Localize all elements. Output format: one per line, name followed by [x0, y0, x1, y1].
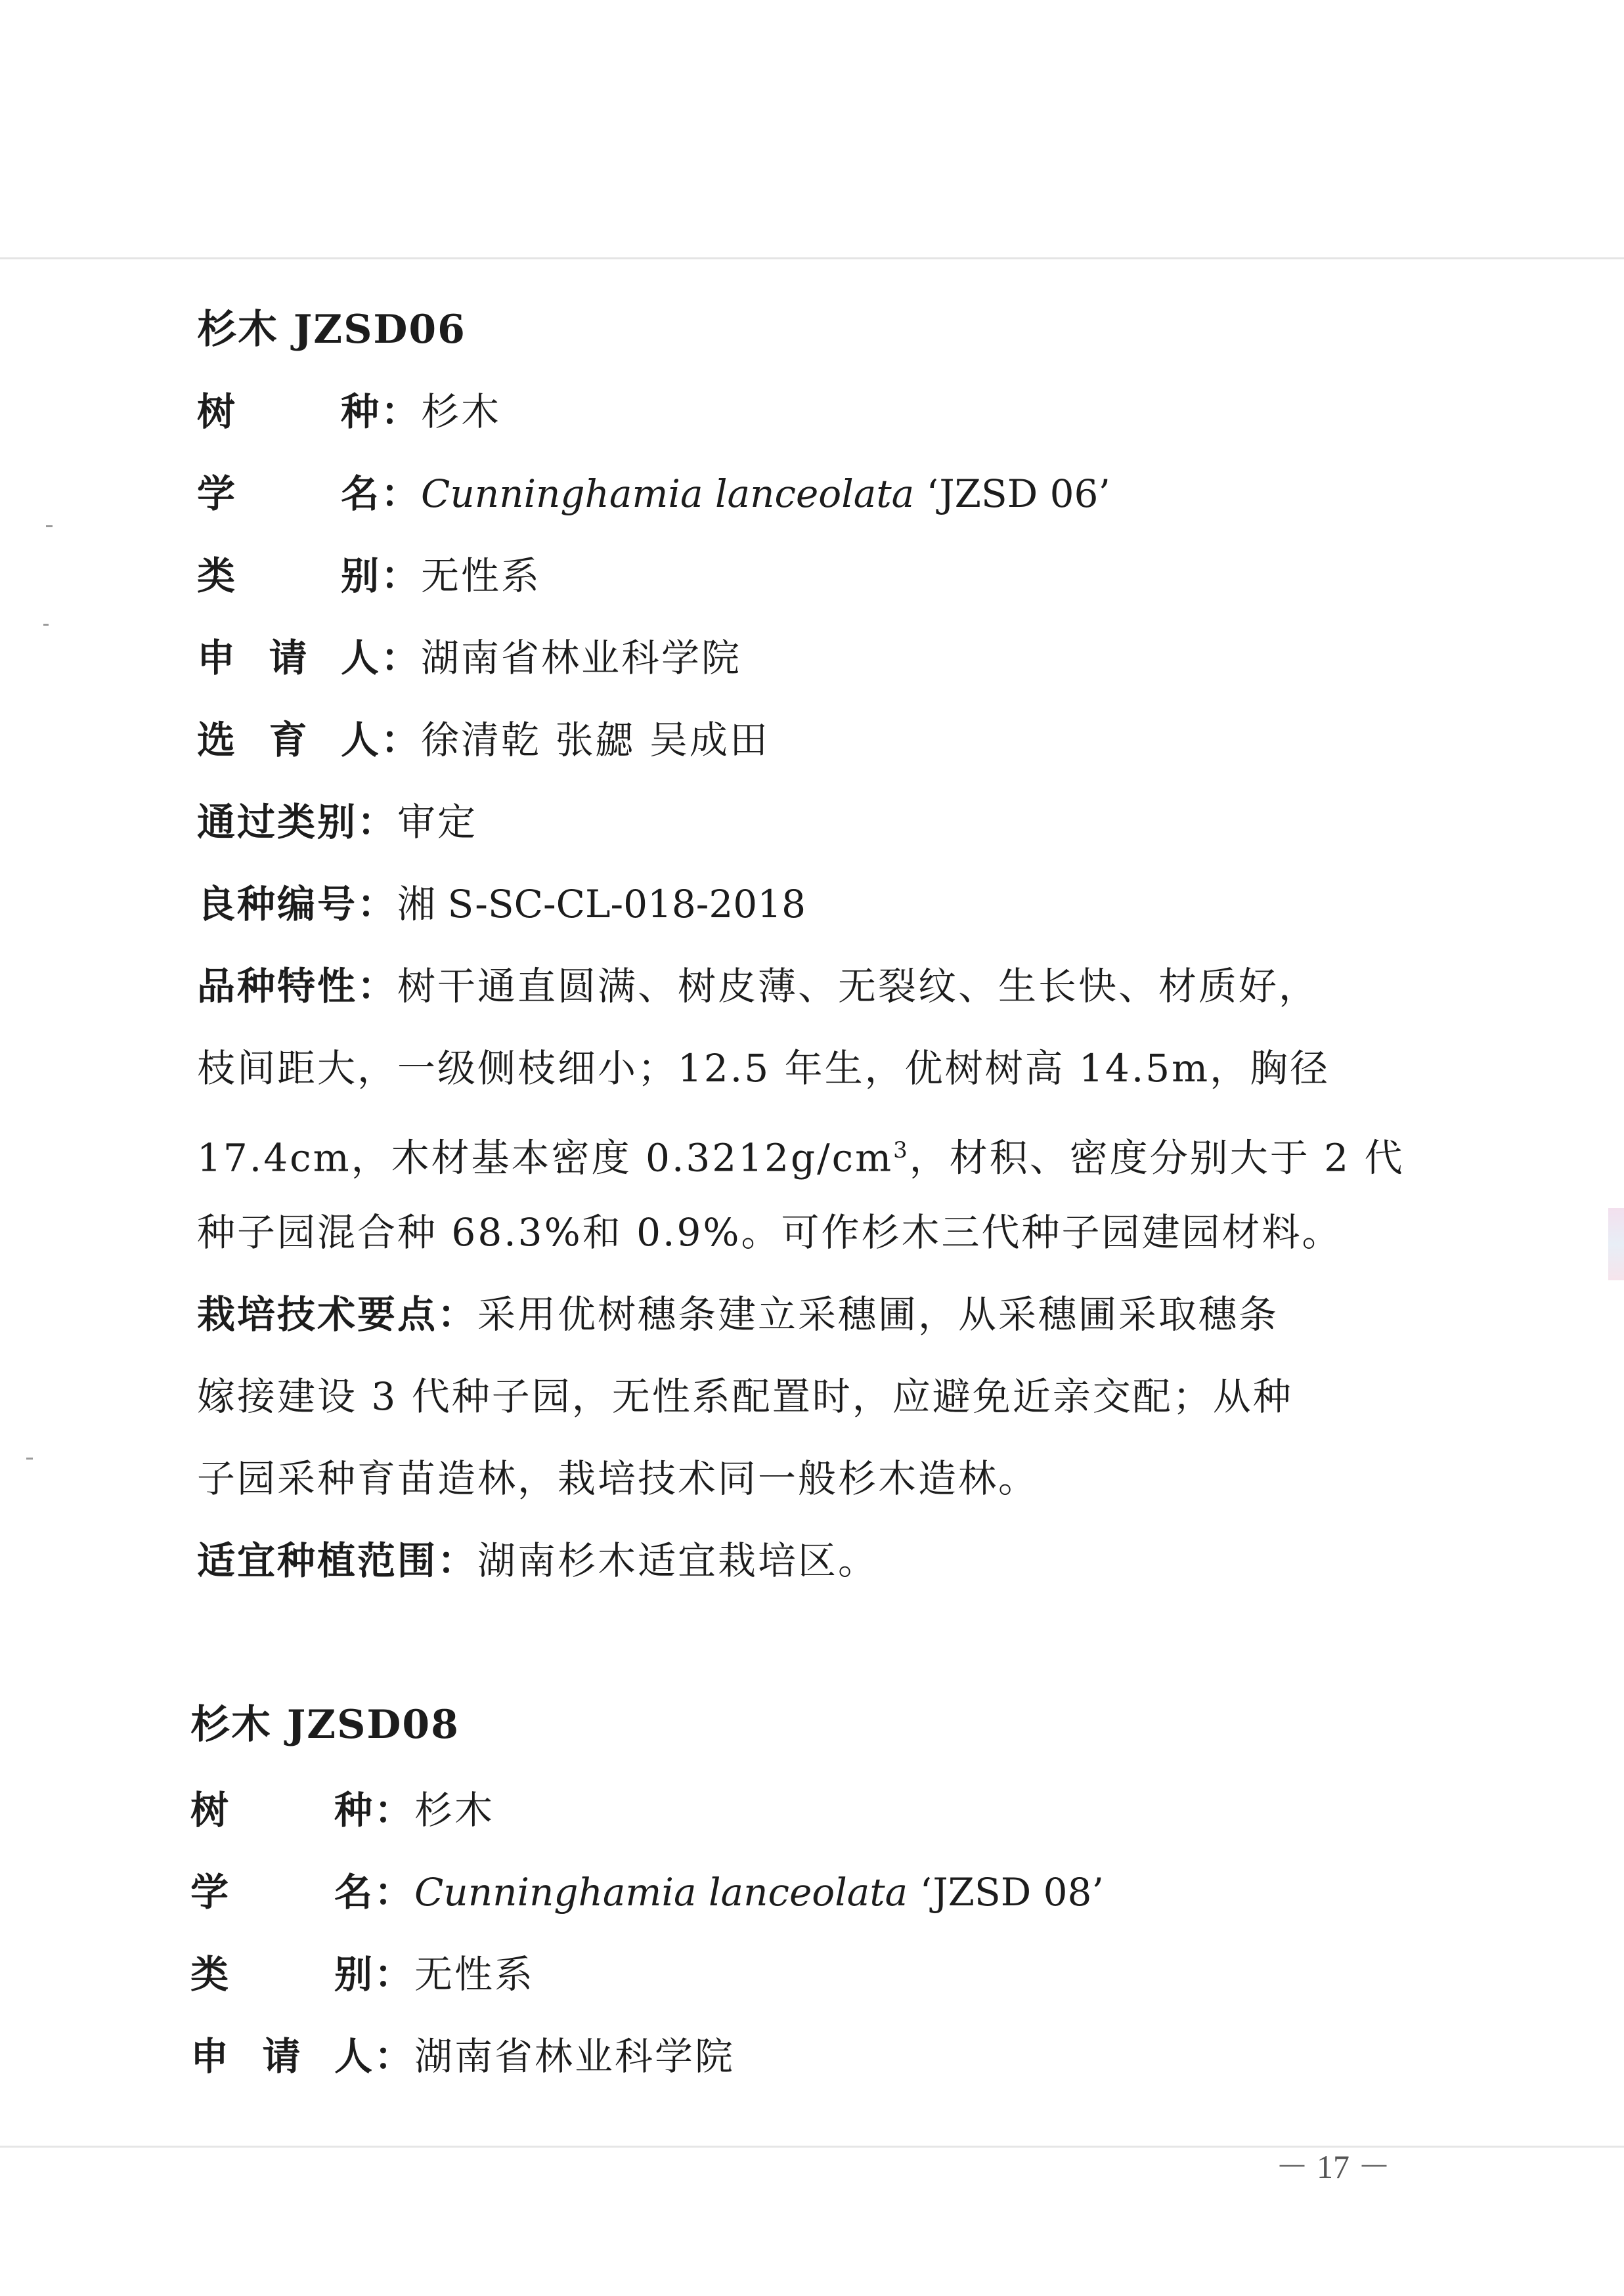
paragraph-line: 采用优树穗条建立采穗圃，从采穗圃采取穗条: [477, 1292, 1279, 1337]
field-approval: [197, 798, 477, 846]
paragraph-line: 枝间距大，一级侧枝细小；12.5 年生，优树树高 14.5m，胸径: [197, 1046, 1330, 1091]
field-label: 类 别: [190, 1952, 374, 1997]
field-label: 学 名: [190, 1870, 374, 1915]
field-label: 通过类别：: [197, 800, 398, 844]
field-species: 树 种 ：杉木: [190, 1786, 494, 1834]
field-value: 杉木: [421, 389, 502, 434]
section-title: 杉木 JZSD08: [190, 1702, 460, 1748]
field-label: 申 请 人: [190, 2034, 374, 2079]
field-label: 适宜种植范围：: [197, 1538, 478, 1583]
section-title: 杉木 JZSD06: [197, 307, 466, 353]
field-value-italic: Cunninghamia lanceolata: [421, 471, 915, 516]
field-value: 徐清乾 张勰 吴成田: [421, 718, 770, 762]
field-label: 树 种: [197, 389, 381, 434]
field-cultivation: [197, 1290, 1279, 1339]
paragraph-line: 嫁接建设 3 代种子园，无性系配置时，应避免近亲交配；从种: [197, 1374, 1293, 1419]
field-label: 类 别: [197, 553, 381, 598]
field-species: 树 种 ：杉木: [197, 387, 501, 436]
scan-artifact-top: [0, 257, 1624, 259]
paragraph-line: 种子园混合种 68.3%和 0.9%。可作杉木三代种子园建园材料。: [197, 1210, 1342, 1255]
paragraph-text: ，材积、密度分别大于 2 代: [909, 1135, 1405, 1180]
page-number: － 17 －: [1275, 2148, 1391, 2185]
field-label: 树 种: [190, 1788, 374, 1832]
field-value-italic: Cunninghamia lanceolata: [414, 1870, 908, 1915]
field-label: 良种编号：: [197, 882, 398, 926]
field-label: 选 育 人: [197, 718, 381, 762]
field-scientific-name: 学 名 ：Cunninghamia lanceolata ‘JZSD 08’: [190, 1868, 1104, 1917]
field-label: 学 名: [197, 471, 381, 516]
field-value: 湖南杉木适宜栽培区。: [477, 1538, 879, 1583]
field-label: 品种特性：: [197, 964, 398, 1008]
paragraph-line: [197, 1126, 1405, 1182]
field-value: 审定: [397, 800, 478, 844]
field-value: 湖南省林业科学院: [421, 636, 742, 680]
field-scientific-name: 学 名 ：Cunninghamia lanceolata ‘JZSD 06’: [197, 469, 1110, 518]
field-applicant: 申 请 人 ：湖南省林业科学院: [197, 634, 741, 682]
field-value-cultivar: ‘JZSD 08’: [908, 1870, 1104, 1915]
field-breeder: 选 育 人 ：徐清乾 张勰 吴成田: [197, 716, 770, 764]
field-value: 湘 S-SC-CL-018-2018: [397, 882, 806, 926]
paragraph-line: 树干通直圆满、树皮薄、无裂纹、生长快、材质好，: [397, 964, 1319, 1008]
field-category: 类 别 ：无性系: [190, 1950, 535, 1999]
field-range: [197, 1536, 878, 1585]
field-code: [197, 880, 806, 928]
paragraph-text: 17.4cm，木材基本密度 0.3212g/cm: [197, 1135, 894, 1180]
paragraph-line: 子园采种育苗造林，栽培技术同一般杉木造林。: [197, 1456, 1039, 1501]
scan-speck: [43, 624, 49, 626]
field-label: 栽培技术要点：: [197, 1292, 478, 1337]
scan-speck: [26, 1458, 33, 1460]
field-value: 无性系: [421, 553, 542, 598]
field-applicant: 申 请 人 ：湖南省林业科学院: [190, 2032, 735, 2081]
field-category: 类 别 ：无性系: [197, 552, 541, 600]
field-value: 湖南省林业科学院: [414, 2034, 735, 2079]
scan-artifact-edge: [1608, 1208, 1624, 1280]
superscript: 3: [893, 1137, 910, 1163]
field-traits: [197, 962, 1319, 1010]
field-value: 无性系: [414, 1952, 535, 1997]
field-value-cultivar: ‘JZSD 06’: [914, 471, 1110, 516]
field-label: 申 请 人: [197, 636, 381, 680]
field-value: 杉木: [414, 1788, 495, 1832]
scan-speck: [46, 525, 53, 527]
